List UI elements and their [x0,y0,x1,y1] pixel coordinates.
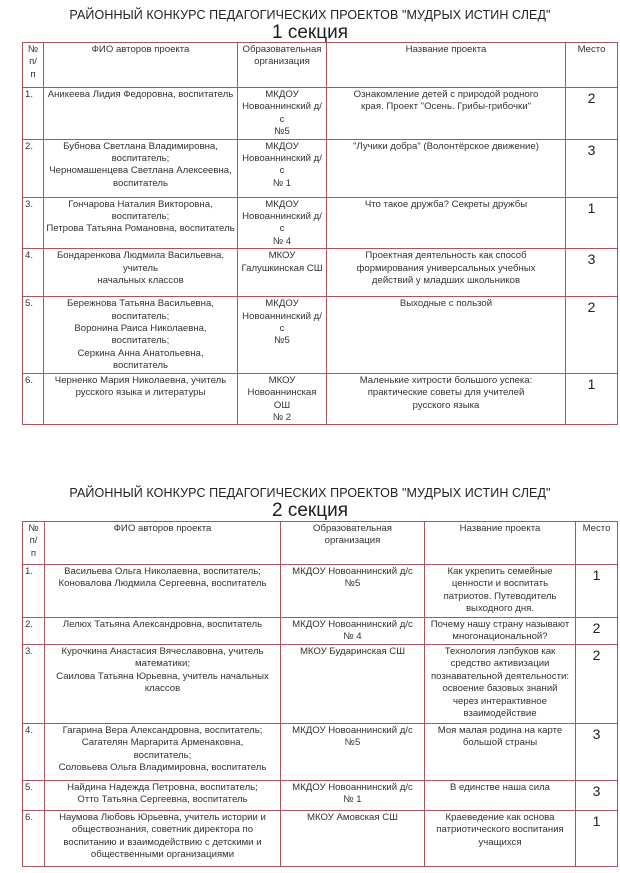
project-line: Что такое дружба? Секреты дружбы [364,198,528,210]
organization-line: №5 [344,737,361,749]
organization-line: № 2 [272,411,292,423]
header-number-line: № [27,44,39,55]
project-cell [425,565,576,618]
place-cell: 3 [576,724,618,781]
author-line: Отто Татьяна Сергеевна, воспитатель [77,794,248,806]
project-line: "Лучики добра" (Волонтёрское движение) [353,140,539,152]
header-project: Название проекта [425,522,576,565]
row-number: 3. [23,645,45,724]
organization-line: МКДОУ Новоаннинский д/с [292,782,413,793]
project-cell [327,249,566,297]
table-row [23,88,618,140]
row-number: 4. [23,724,45,781]
place-cell: 2 [566,88,618,140]
place-cell: 3 [566,249,618,297]
row-number: 5. [23,781,45,811]
project-line: через интерактивное [453,695,547,707]
authors-cell [44,373,238,425]
organization-line: Новоаннинский д/с [242,310,322,335]
author-line: Лелюх Татьяна Александровна, воспитатель [62,619,263,630]
organization-cell [238,373,327,425]
organization-line: Новоаннинский д/с [242,211,322,235]
header-number-line: п/ [29,535,38,547]
header-number [23,522,45,565]
author-line: Соловьева Ольга Владимировна, воспитатель [58,762,267,774]
author-line: Коновалова Людмила Сергеевна, воспитатель [58,578,267,590]
organization-line: № 1 [272,177,292,189]
project-cell [425,724,576,781]
organization-cell [238,297,327,373]
table-row [23,139,618,197]
author-line: Черномашенцева Светлана Алексеевна, [49,165,232,177]
organization-line: Новоаннинская ОШ [247,387,317,411]
project-line: выходного дня. [465,603,535,615]
project-line: Маленькие хитрости большого успека: [359,374,533,386]
organization-line: № 4 [343,631,362,643]
section-title: 1 секция [271,22,348,43]
author-line: Саилова Татьяна Юрьевна, учитель начальных [56,670,269,682]
organization-cell [281,811,425,867]
organization-line: МКОУ Амовская СШ [307,812,398,823]
organization-cell [281,565,425,618]
header-project: Название проекта [327,43,566,88]
place-cell: 2 [576,645,618,724]
header-number-line: п/ [29,56,37,68]
project-cell [425,811,576,867]
organization-line: МКДОУ Новоаннинский д/с [292,725,413,736]
project-cell [425,645,576,724]
author-line: воспитатель [113,177,168,189]
authors-cell [44,249,238,297]
header-authors: ФИО авторов проекта [44,43,238,88]
author-line: Курочкина Анастасия Вячеславовна, учитель [61,646,264,657]
authors-cell [44,88,238,140]
row-number: 1. [23,88,44,140]
project-cell [327,197,566,249]
place-cell: 1 [566,373,618,425]
author-line: Гагарина Вера Александровна, воспитатель; [62,725,263,736]
table-row [23,373,618,425]
header-place: Место [566,43,618,88]
project-line: патриотического воспитания [436,824,564,836]
organization-cell [281,724,425,781]
organization-cell [281,645,425,724]
header-organization-line: организация [254,56,310,68]
organization-line: Галушкинская СШ [241,262,323,274]
author-line: Бондаренкова Людмила Васильевна, учитель [56,250,225,274]
table-row [23,249,618,297]
project-line: патриотов. Путеводитель [443,590,557,602]
project-line: средство активизации [450,658,550,670]
place-cell: 1 [576,811,618,867]
project-cell [327,297,566,373]
organization-line: МКДОУ Новоаннинский д/с [292,566,413,577]
table-header-row [23,43,618,88]
contest-title: РАЙОННЫЙ КОНКУРС ПЕДАГОГИЧЕСКИХ ПРОЕКТОВ "МУДРЫХ ИСТИН СЛЕД" [69,486,551,500]
project-line: освоение базовых знаний [442,683,558,695]
project-line: ценности и воспитать [451,578,549,590]
author-line: Найдина Надежда Петровна, воспитатель; [67,782,258,793]
table-row [23,645,618,724]
place-cell: 3 [566,139,618,197]
table-row [23,724,618,781]
row-number: 4. [23,249,44,297]
header-number-line: № [28,523,39,534]
author-line: обществознания, советник директора по [71,824,254,836]
place-cell: 1 [566,197,618,249]
project-line: Выходные с пользой [399,298,493,310]
author-line: Гончарова Наталия Викторовна, воспитатель; [68,198,213,223]
header-authors: ФИО авторов проекта [45,522,281,565]
header-organization-line: Образовательная [242,44,322,55]
results-table [22,521,618,867]
project-line: Технология лэпбуков как [444,646,556,657]
organization-cell [238,88,327,140]
author-line: Бережнова Татьяна Васильевна, воспитатель; [67,298,214,322]
authors-cell [44,297,238,373]
project-line: формирования универсальных учебных [356,262,536,274]
organization-line: МКДОУ [265,198,299,210]
place-cell: 1 [576,565,618,618]
project-line: Почему нашу страну называют [430,619,570,630]
table-row [23,811,618,867]
project-cell [327,88,566,140]
organization-cell [281,781,425,811]
project-cell [425,618,576,645]
place-cell: 2 [576,618,618,645]
contest-title: РАЙОННЫЙ КОНКУРС ПЕДАГОГИЧЕСКИХ ПРОЕКТОВ "МУДРЫХ ИСТИН СЛЕД" [69,8,551,22]
author-line: воспитанию и взаимодействию с детскими и [63,836,262,848]
authors-cell [45,781,281,811]
row-number: 2. [23,139,44,197]
header-organization-line: Образовательная [313,523,392,534]
author-line: Петрова Татьяна Романовна, воспитатель [46,223,235,235]
table-header-row [23,522,618,565]
authors-cell [45,724,281,781]
project-cell [327,139,566,197]
row-number: 3. [23,197,44,249]
organization-line: МКОУ [268,374,296,386]
authors-cell [44,139,238,197]
author-line: Бубнова Светлана Владимировна, [63,140,218,152]
project-line: В единстве наша сила [449,782,551,793]
project-line: края. Проект "Осень. Грибы-грибочки" [361,101,531,113]
author-line: Наумова Любовь Юрьевна, учитель истории и [59,812,266,823]
author-line: русского языка и литературы [75,387,206,399]
organization-cell [281,618,425,645]
row-number: 2. [23,618,45,645]
author-line: Аникеева Лидия Федоровна, воспитатель [47,89,234,100]
project-line: многонациональной? [452,631,548,643]
organization-line: №5 [274,335,290,347]
organization-line: МКДОУ [265,298,299,310]
author-line: общественными организациями [90,849,235,861]
organization-line: МКОУ Бударинская СШ [299,646,406,657]
row-number: 6. [23,373,44,425]
table-row [23,197,618,249]
project-line: Моя малая родина на карте [437,725,563,736]
project-line: познавательной деятельности: [430,670,569,682]
organization-line: МКДОУ [265,140,299,152]
place-cell: 2 [566,297,618,373]
organization-line: МКДОУ Новоаннинский д/с [292,619,413,630]
organization-line: №5 [274,126,290,138]
header-organization [281,522,425,565]
project-line: действий у младших школьников [371,275,521,287]
header-organization [238,43,327,88]
author-line: Сагателян Маргарита Арменаковна, [81,737,244,749]
author-line: воспитатель; [133,749,192,761]
project-line: взаимодействие [463,708,537,720]
author-line: Черненко Мария Николаевна, учитель [54,374,227,386]
author-line: начальных классов [97,275,184,287]
author-line: Воронина Раиса Николаевна, воспитатель; [74,323,207,347]
project-line: Краеведение как основа [445,812,555,823]
project-line: большой страны [462,737,538,749]
project-line: Как укрепить семейные [447,566,553,577]
header-number [23,43,44,88]
authors-cell [44,197,238,249]
row-number: 6. [23,811,45,867]
table-row [23,565,618,618]
header-number-line: п [30,547,37,559]
author-line: математики; [134,658,191,670]
row-number: 1. [23,565,45,618]
authors-cell [45,565,281,618]
results-table [22,42,618,425]
table-row [23,618,618,645]
author-line: воспитатель [113,360,168,372]
project-line: русского языка [412,399,480,411]
table-row [23,781,618,811]
organization-line: № 4 [272,235,292,247]
organization-cell [238,249,327,297]
table-row [23,297,618,373]
author-line: воспитатель; [111,153,170,165]
organization-line: МКОУ [268,250,296,262]
authors-cell [45,811,281,867]
project-line: Ознакомление детей с природой родного [353,89,539,100]
section-title: 2 секция [271,500,348,521]
project-cell [425,781,576,811]
project-line: Проектная деятельность как способ [365,250,527,262]
organization-line: МКДОУ [265,89,299,100]
header-organization-line: организация [324,535,381,547]
authors-cell [45,645,281,724]
author-line: Серкина Анна Анатольевна, [77,347,204,359]
project-line: учащихся [478,836,522,848]
header-place: Место [576,522,618,565]
project-cell [327,373,566,425]
place-cell: 3 [576,781,618,811]
organization-cell [238,197,327,249]
organization-line: Новоаннинский д/с [242,101,322,125]
authors-cell [45,618,281,645]
project-line: практические советы для учителей [367,387,525,399]
author-line: классов [144,683,181,695]
organization-cell [238,139,327,197]
header-number-line: п [30,68,36,80]
organization-line: №5 [344,578,361,590]
organization-line: № 1 [343,794,362,806]
organization-line: Новоаннинский д/с [242,153,322,177]
author-line: Васильева Ольга Николаевна, воспитатель; [64,566,261,577]
row-number: 5. [23,297,44,373]
